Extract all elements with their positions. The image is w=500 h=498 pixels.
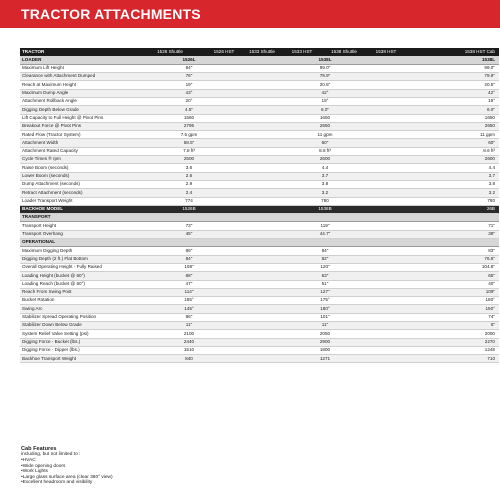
value-1533: 2050 (243, 330, 407, 338)
table-row (20, 305, 499, 313)
table-row (20, 355, 499, 363)
value-1526: 1526B (135, 205, 243, 213)
value-1526: 1560 (135, 114, 243, 122)
value-1533: 2900 (243, 338, 407, 346)
row-label: Loading Height (bucket @ 60°) (20, 272, 135, 280)
value-1538-cab: 3.8 (407, 180, 499, 188)
table-row (20, 106, 499, 114)
feature-item: • Wide opening doors (21, 464, 221, 470)
table-row (20, 164, 499, 172)
value-1538-cab: 26B (407, 205, 499, 213)
value-1538-cab: 2270 (407, 338, 499, 346)
value-1538-cab: 39" (407, 230, 499, 238)
value-1533: 119" (243, 222, 407, 230)
transport-section-row (20, 214, 499, 222)
row-label: Reach From Swing Post (20, 288, 135, 296)
value-1526: 7.5 gpm (135, 131, 243, 139)
value-1538-cab: 3.2 (407, 189, 499, 197)
value-1538-cab: 710 (407, 355, 499, 363)
value-1538-cab: 42° (407, 89, 499, 97)
value-1538-cab: 74" (407, 313, 499, 321)
feature-item: • Excellent headroom and visibility (21, 480, 221, 486)
table-row (20, 346, 499, 354)
table-row (20, 263, 499, 271)
value-1526: 1510 (135, 346, 243, 354)
row-label: Clearance with Attachment Dumped (20, 73, 135, 81)
row-label: System Relief Valve Setting (psi) (20, 330, 135, 338)
value-1526: 774 (135, 197, 243, 205)
table-row (20, 313, 499, 321)
row-label: Maximum Digging Depth (20, 247, 135, 255)
value-1533: 51" (243, 280, 407, 288)
row-label: Transport Overhang (20, 230, 135, 238)
value-1526: 20° (135, 97, 243, 105)
value-1538-cab: 2650 (407, 122, 499, 130)
value-1526: 76" (135, 73, 243, 81)
value-1538-cab: 40" (407, 280, 499, 288)
value-1526: 68" (135, 272, 243, 280)
header-model: 1538 Shuttle (323, 48, 365, 56)
value-1533: 82" (243, 255, 407, 263)
value-1533: 11 gpm (243, 131, 407, 139)
value-1533: 3.2 (243, 189, 407, 197)
features-title: Cab Features (21, 446, 57, 452)
table-row (20, 189, 499, 197)
value-1538-cab: 780 (407, 197, 499, 205)
row-label: Attachment Width (20, 139, 135, 147)
value-1526: 19" (135, 81, 243, 89)
value-1533: 1538B (243, 205, 407, 213)
value-1526: 7.8 ft³ (135, 147, 243, 155)
value-1526: 840 (135, 355, 243, 363)
value-1538-cab: 71" (407, 222, 499, 230)
value-1533: 4.4 (243, 164, 407, 172)
value-1538-cab: 1248 (407, 346, 499, 354)
header-model: 1533 Shuttle (243, 48, 281, 56)
value-1533: 180° (243, 305, 407, 313)
value-1538-cab: 150° (407, 305, 499, 313)
value-1538-cab: 1538L (407, 56, 499, 64)
value-1526: 2.6 (135, 172, 243, 180)
row-label: Digging Force - Bucket (lbs.) (20, 338, 135, 346)
table-row (20, 147, 499, 155)
value-1526: 108" (135, 263, 243, 271)
value-1538-cab: 104.8" (407, 263, 499, 271)
value-1538-cab: 20.5" (407, 81, 499, 89)
value-1533: 11" (243, 322, 407, 330)
table-row (20, 122, 499, 130)
value-1533: 127" (243, 288, 407, 296)
value-1533: 44.7" (243, 230, 407, 238)
value-1533: 6.0" (243, 106, 407, 114)
table-row (20, 197, 499, 205)
value-1533: 2650 (243, 122, 407, 130)
value-1526: 11" (135, 322, 243, 330)
value-1538-cab: 8.6 ft³ (407, 147, 499, 155)
row-label: Cycle Times ® rpm (20, 156, 135, 164)
table-row (20, 230, 499, 238)
row-label: Swing Arc (20, 305, 135, 313)
value-1538-cab: 60" (407, 139, 499, 147)
value-1526: 84" (135, 255, 243, 263)
value-1533: 101" (243, 313, 407, 321)
value-1526: 1526L (135, 56, 243, 64)
header-model: 1526 HST (205, 48, 243, 56)
value-1538-cab: 4.4 (407, 164, 499, 172)
table-header-row (20, 48, 499, 56)
table-row (20, 288, 499, 296)
table-row (20, 64, 499, 72)
row-label: Stabilizer Down Below Grade (20, 322, 135, 330)
value-1538-cab: 1650 (407, 114, 499, 122)
value-1533: 1650 (243, 114, 407, 122)
section-label: TRANSPORT (20, 214, 499, 222)
table-row (20, 222, 499, 230)
table-row (20, 73, 499, 81)
table-row (20, 172, 499, 180)
row-label: Attachment Rollback Angle (20, 97, 135, 105)
value-1526: 84" (135, 64, 243, 72)
backhoe-section-row (20, 205, 499, 213)
value-1533: 1800 (243, 346, 407, 354)
value-1538-cab: 11 gpm (407, 131, 499, 139)
feature-item: • Work Lights (21, 469, 221, 475)
value-1533: 79.9" (243, 73, 407, 81)
table-row (20, 297, 499, 305)
row-label: Loading Reach (bucket @ 60°) (20, 280, 135, 288)
features-list (21, 458, 221, 486)
table-row (20, 180, 499, 188)
value-1538-cab: 6" (407, 322, 499, 330)
value-1533: 99.0" (243, 64, 407, 72)
feature-item: • HVAC (21, 458, 221, 464)
value-1533: 2600 (243, 156, 407, 164)
value-1538-cab: 180° (407, 297, 499, 305)
value-1533: 3.7 (243, 172, 407, 180)
value-1533: 120" (243, 263, 407, 271)
row-label: Breakout Force @ Pivot Pins (20, 122, 135, 130)
row-label: Digging Force - Dipper (lbs.) (20, 346, 135, 354)
value-1526: 2100 (135, 330, 243, 338)
row-label: Bucket Rotation (20, 297, 135, 305)
header-model: 1538 HST (365, 48, 407, 56)
spec-table (20, 48, 499, 363)
value-1526: 73" (135, 222, 243, 230)
value-1538-cab: 76.5" (407, 255, 499, 263)
row-label: Rated Flow (Tractor System) (20, 131, 135, 139)
value-1538-cab: 65" (407, 272, 499, 280)
value-1526: 2.9 (135, 180, 243, 188)
table-row (20, 114, 499, 122)
row-label: Lower Boom (seconds) (20, 172, 135, 180)
value-1533: 175° (243, 297, 407, 305)
table-row (20, 247, 499, 255)
cab-features (21, 446, 221, 486)
row-label: Digging Depth (2 ft.) Flat Bottom (20, 255, 135, 263)
value-1533: 60" (243, 139, 407, 147)
value-1533: 1271 (243, 355, 407, 363)
value-1538-cab: 79.9" (407, 73, 499, 81)
table-row (20, 97, 499, 105)
row-label: Maximum Dump Angle (20, 89, 135, 97)
table-row (20, 330, 499, 338)
value-1538-cab: 83" (407, 247, 499, 255)
value-1526: 3.6 (135, 164, 243, 172)
value-1533: 19° (243, 97, 407, 105)
row-label: Reach at Maximum Height (20, 81, 135, 89)
loader-section-row (20, 56, 499, 64)
row-label: BACKHOE MODEL (20, 205, 135, 213)
value-1538-cab: 2000 (407, 330, 499, 338)
row-label: Dump Attachment (seconds) (20, 180, 135, 188)
value-1526: 47" (135, 280, 243, 288)
table-row (20, 338, 499, 346)
value-1526: 58.5" (135, 139, 243, 147)
row-label: Attachment Rated Capacity (20, 147, 135, 155)
row-label: Loader Transport Weight (20, 197, 135, 205)
value-1526: 145° (135, 305, 243, 313)
table-row (20, 89, 499, 97)
row-label: Stabilizer Spread Operating Position (20, 313, 135, 321)
row-label: Digging Depth Below Grade (20, 106, 135, 114)
row-label: Maximum Lift Height (20, 64, 135, 72)
banner (0, 0, 500, 28)
table-row (20, 272, 499, 280)
value-1526: 2500 (135, 156, 243, 164)
table-row (20, 81, 499, 89)
value-1533: 3.8 (243, 180, 407, 188)
table-row (20, 322, 499, 330)
value-1533: 1538L (243, 56, 407, 64)
value-1533: 84" (243, 247, 407, 255)
header-label: TRACTOR (20, 48, 135, 56)
value-1533: 780 (243, 197, 407, 205)
value-1526: 43° (135, 89, 243, 97)
row-label: Lift Capacity to Full Height @ Pivot Pins (20, 114, 135, 122)
value-1533: 20.5" (243, 81, 407, 89)
value-1526: 86" (135, 247, 243, 255)
value-1526: 4.5" (135, 106, 243, 114)
value-1538-cab: 2600 (407, 156, 499, 164)
value-1526: 2440 (135, 338, 243, 346)
header-model: 1533 HST (281, 48, 323, 56)
operational-section-row (20, 239, 499, 247)
feature-item: • Large glass surface area (clear 360° view) (21, 475, 221, 481)
value-1538-cab: 6.0" (407, 106, 499, 114)
header-model: 1526 Shuttle (135, 48, 205, 56)
value-1538-cab: 99.0" (407, 64, 499, 72)
table-row (20, 139, 499, 147)
value-1533: 42° (243, 89, 407, 97)
value-1538-cab: 3.7 (407, 172, 499, 180)
table-row (20, 280, 499, 288)
row-label: Retract Attachment (seconds) (20, 189, 135, 197)
page-title: TRACTOR ATTACHMENTS (21, 6, 201, 22)
value-1538-cab: 19° (407, 97, 499, 105)
table-row (20, 131, 499, 139)
section-label: OPERATIONAL (20, 239, 499, 247)
value-1526: 2795 (135, 122, 243, 130)
value-1526: 114" (135, 288, 243, 296)
value-1538-cab: 109" (407, 288, 499, 296)
value-1533: 63" (243, 272, 407, 280)
value-1526: 86" (135, 313, 243, 321)
table-row (20, 156, 499, 164)
value-1526: 2.4 (135, 189, 243, 197)
table-row (20, 255, 499, 263)
value-1526: 185° (135, 297, 243, 305)
value-1526: 45" (135, 230, 243, 238)
row-label: Overall Operating Height - Fully Raised (20, 263, 135, 271)
value-1533: 8.6 ft³ (243, 147, 407, 155)
row-label: LOADER (20, 56, 135, 64)
features-intro: including, but not limited to : (21, 452, 81, 458)
row-label: Raise Boom (seconds) (20, 164, 135, 172)
header-model: 1538 HST Cab (407, 48, 499, 56)
row-label: Transport Height (20, 222, 135, 230)
row-label: Backhoe Transport Weight (20, 355, 135, 363)
